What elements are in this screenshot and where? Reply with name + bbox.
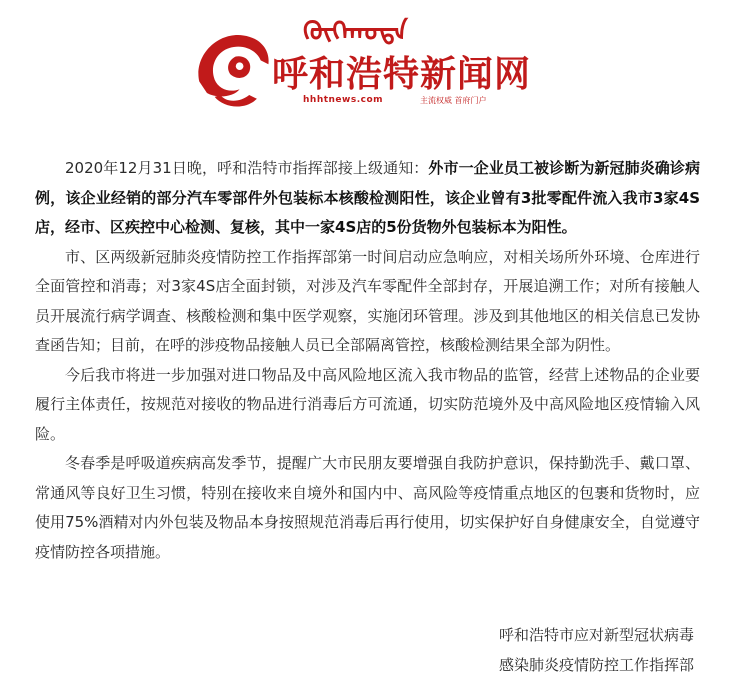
signature-block: [499, 621, 694, 680]
masthead: [0, 0, 744, 130]
paragraph-2: 市、区两级新冠肺炎疫情防控工作指挥部第一时间启动应急响应，对相关场所外环境、仓库进行全面管控和消毒；对3家4S店全面封锁，对涉及汽车零配件全部封存，开展追溯工作；对所有接触人员开展流行病学调查、核酸检测和集中医学观察，实施闭环管理。涉及到其他地区的相关信息已发协查函告知；目前，在呼的涉疫物品接触人员已全部隔离管控，核酸检测结果全部为阴性。: [35, 247, 700, 354]
paragraph-1-lead: 2020年12月31日晚，呼和浩特市指挥部接上级通知：: [65, 159, 429, 177]
site-tagline: 主流权威 首府门户: [420, 96, 487, 105]
site-name: 呼和浩特新闻网: [272, 54, 532, 95]
mongolian-script-title: ᠬᠥᠬᠡᠬᠣᠲᠠ: [303, 17, 408, 47]
horse-logo-icon: [182, 22, 278, 118]
signature-line-2: 感染肺炎疫情防控工作指挥部: [498, 655, 694, 674]
paragraph-1: [35, 154, 700, 243]
paragraph-4: 冬春季是呼吸道疾病高发季节，提醒广大市民朋友要增强自我防护意识，保持勤洗手、戴口罩、常通风等良好卫生习惯，特别在接收来自境外和国内中、高风险等疫情重点地区的包裹和货物时，应使用75%酒精对内外包装及物品本身按照规范消毒后再行使用，切实保护好自身健康安全，自觉遵守疫情防控各项措施。: [35, 454, 700, 561]
paragraph-3: 今后我市将进一步加强对进口物品及中高风险地区流入我市物品的监管，经营上述物品的企业要履行主体责任，按规范对接收的物品进行消毒后方可流通，切实防范境外及中高风险地区疫情输入风险。: [35, 365, 700, 443]
signature-line-1: 呼和浩特市应对新型冠状病毒: [498, 626, 694, 644]
article-body: [35, 154, 700, 567]
paragraph-1-emphasis: 外市一企业员工被诊断为新冠肺炎确诊病例，该企业经销的部分汽车零部件外包装标本核酸检测阳性，该企业曾有3批零配件流入我市3家4S店，经市、区疾控中心检测、复核，其中一家4S店的5份货物外包装标本为阳性。: [35, 159, 700, 236]
site-url: hhhtnews.com: [303, 95, 384, 105]
